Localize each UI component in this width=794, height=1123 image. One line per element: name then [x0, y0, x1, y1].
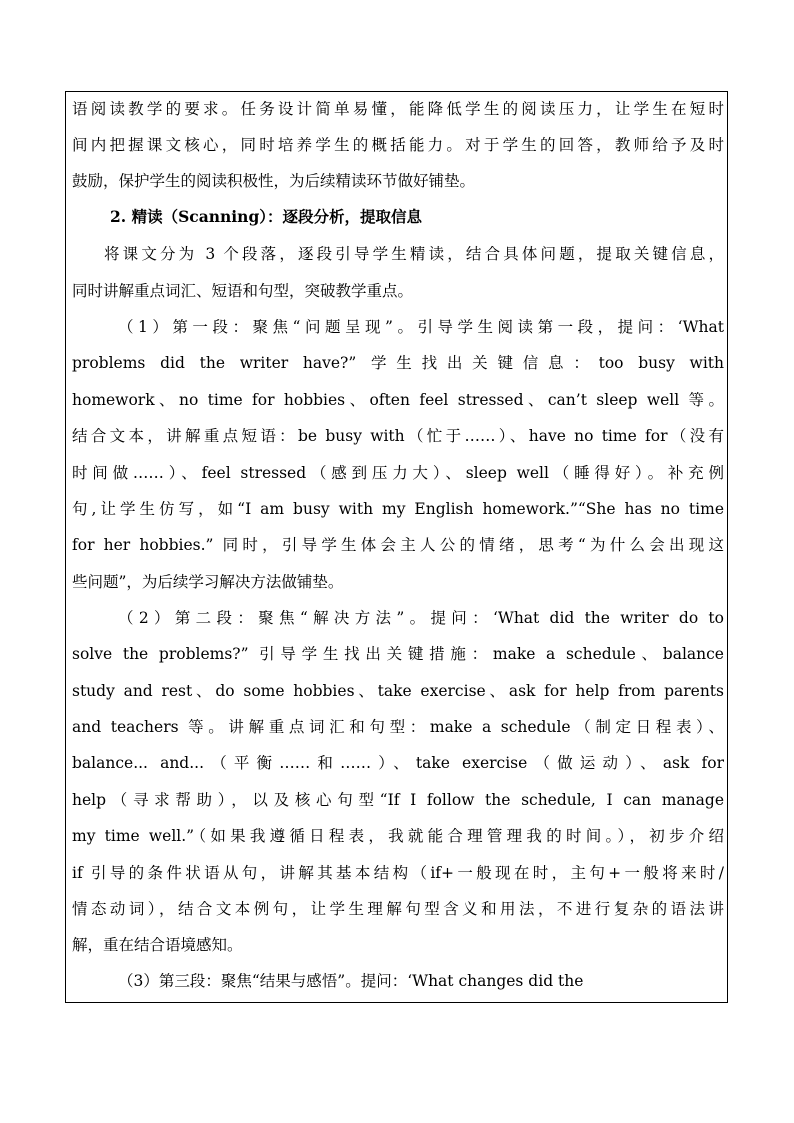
text-line: 情态动词），结合文本例句，让学生理解句型含义和用法，不进行复杂的语法讲 — [72, 900, 724, 918]
text-line: （1）第一段：聚焦“问题呈现”。引导学生阅读第一段，提问：‘What — [118, 318, 724, 336]
text-line: 时间做……）、feel stressed（感到压力大）、sleep well（睡得好）。补充例 — [72, 464, 724, 482]
text-line: study and rest、do some hobbies、take exercise、ask for help from parents — [72, 682, 724, 700]
text-line: 结合文本，讲解重点短语：be busy with（忙于……）、have no time for（没有 — [72, 427, 724, 445]
text-line: my time well.”（如果我遵循日程表，我就能合理管理我的时间。），初步介绍 — [72, 827, 724, 845]
text-line: （3）第三段：聚焦“结果与感悟”。提问：‘What changes did the — [118, 972, 584, 990]
text-line: if 引导的条件状语从句，讲解其基本结构（if+一般现在时，主句+一般将来时/ — [72, 864, 724, 882]
text-line: problems did the writer have?” 学生找出关键信息：too busy with — [72, 354, 724, 372]
text-line: solve the problems?” 引导学生找出关键措施：make a schedule、balance — [72, 645, 724, 663]
text-line: 解，重在结合语境感知。 — [72, 936, 243, 954]
text-line: help（寻求帮助），以及核心句型“If I follow the schedule, I can manage — [72, 791, 724, 809]
text-line: 语阅读教学的要求。任务设计简单易懂，能降低学生的阅读压力，让学生在短时 — [72, 100, 724, 118]
text-line: balance... and...（平衡……和……）、take exercise（做运动）、ask for — [72, 754, 724, 772]
text-line: （2）第二段：聚焦“解决方法”。提问：‘What did the writer do to — [118, 609, 724, 627]
section-heading: 2. 精读（Scanning）：逐段分析，提取信息 — [110, 207, 423, 226]
text-line: for her hobbies.” 同时，引导学生体会主人公的情绪，思考“为什么会出现这 — [72, 536, 724, 554]
text-line: 鼓励，保护学生的阅读积极性，为后续精读环节做好铺垫。 — [72, 172, 476, 190]
text-line: 间内把握课文核心，同时培养学生的概括能力。对于学生的回答，教师给予及时 — [72, 136, 724, 154]
text-line: 同时讲解重点词汇、短语和句型，突破教学重点。 — [72, 282, 414, 300]
text-line: 句,让学生仿写，如“I am busy with my English homework.”“She has no time — [72, 500, 724, 518]
text-line: 将课文分为 3 个段落，逐段引导学生精读，结合具体问题，提取关键信息， — [104, 245, 724, 263]
text-line: homework、no time for hobbies、often feel stressed、can’t sleep well 等。 — [72, 391, 724, 409]
text-line: 些问题”，为后续学习解决方法做铺垫。 — [72, 573, 344, 591]
text-line: and teachers 等。讲解重点词汇和句型：make a schedule（制定日程表）、 — [72, 718, 724, 736]
